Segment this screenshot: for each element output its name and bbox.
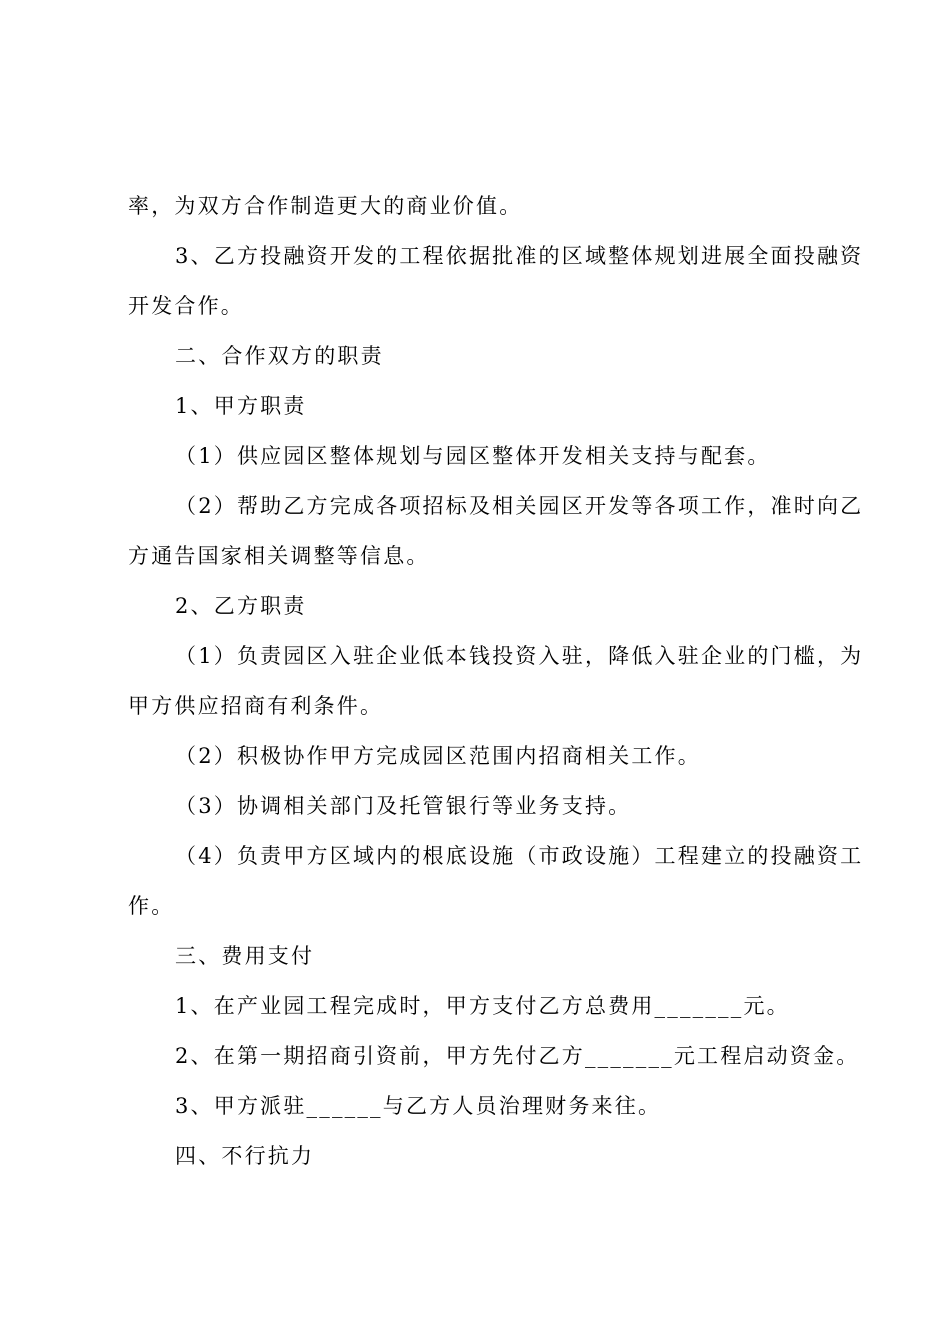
party-b-duty-4-cont: 作。	[128, 894, 175, 918]
section-heading-4: 四、不行抗力	[175, 1144, 315, 1168]
paragraph-continuation: 率，为双方合作制造更大的商业价值。	[128, 194, 523, 218]
party-b-duty-1-cont: 甲方供应招商有利条件。	[128, 694, 384, 718]
party-a-duty-1: （1）供应园区整体规划与园区整体开发相关支持与配套。	[175, 444, 771, 468]
subheading-party-a: 1、甲方职责	[175, 394, 307, 418]
party-a-duty-2: （2）帮助乙方完成各项招标及相关园区开发等各项工作，准时向乙	[175, 494, 864, 518]
subheading-party-b: 2、乙方职责	[175, 594, 307, 618]
payment-clause-3: 3、甲方派驻______与乙方人员治理财务来往。	[175, 1094, 662, 1118]
payment-clause-2: 2、在第一期招商引资前，甲方先付乙方_______元工程启动资金。	[175, 1044, 860, 1068]
paragraph-clause-3-cont: 开发合作。	[128, 294, 244, 318]
party-a-duty-2-cont: 方通告国家相关调整等信息。	[128, 544, 430, 568]
section-heading-3: 三、费用支付	[175, 944, 315, 968]
party-b-duty-4: （4）负责甲方区域内的根底设施（市政设施）工程建立的投融资工	[175, 844, 864, 868]
party-b-duty-3: （3）协调相关部门及托管银行等业务支持。	[175, 794, 632, 818]
paragraph-clause-3: 3、乙方投融资开发的工程依据批准的区域整体规划进展全面投融资	[175, 244, 864, 268]
section-heading-2: 二、合作双方的职责	[175, 344, 384, 368]
party-b-duty-1: （1）负责园区入驻企业低本钱投资入驻，降低入驻企业的门槛，为	[175, 644, 864, 668]
payment-clause-1: 1、在产业园工程完成时，甲方支付乙方总费用_______元。	[175, 994, 790, 1018]
party-b-duty-2: （2）积极协作甲方完成园区范围内招商相关工作。	[175, 744, 701, 768]
